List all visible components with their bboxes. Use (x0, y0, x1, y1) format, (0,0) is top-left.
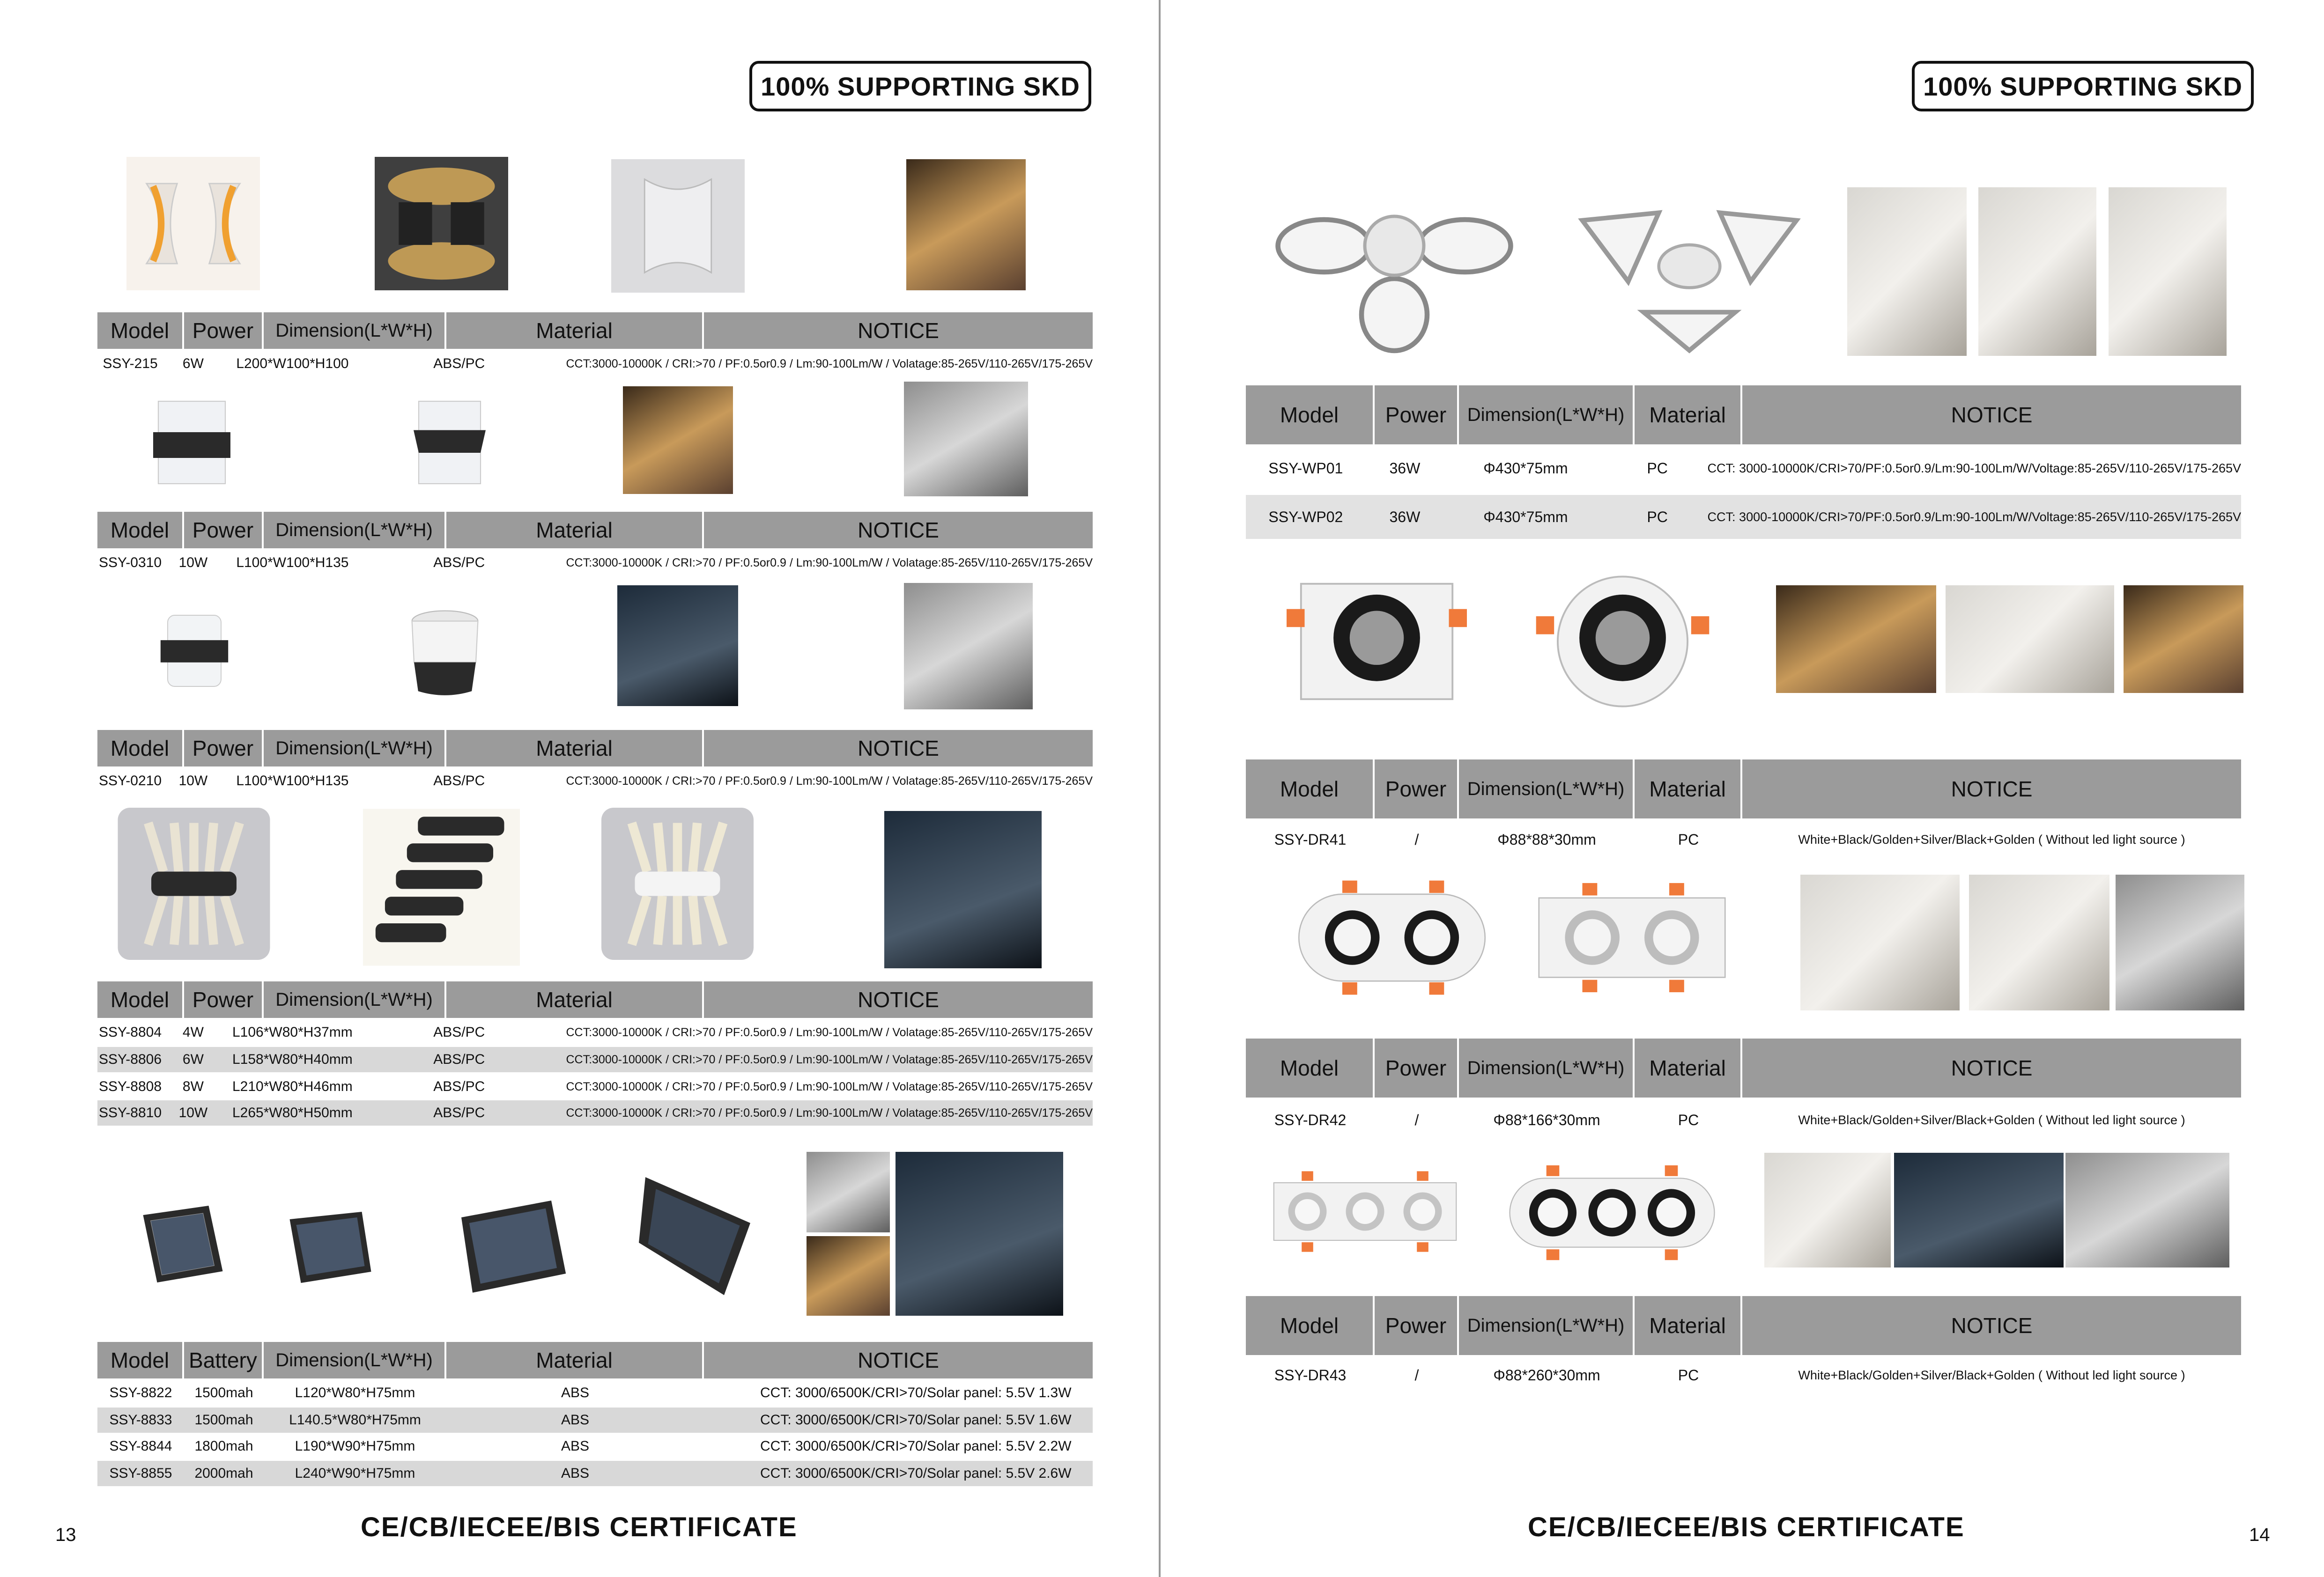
cell-dimension: Φ88*166*30mm (1493, 1111, 1600, 1128)
cell-power: 6W (182, 356, 204, 371)
installation-photo (1800, 875, 1960, 1010)
header-power: Power (1375, 1296, 1459, 1355)
cell-notice: CCT:3000-10000K / CRI:>70 / PF:0.5or0.9 / Lm:90-100Lm/W / Volatage:85-265V/110-265V/175-265V (566, 774, 1093, 788)
installation-photo (807, 1152, 890, 1232)
header-notice: NOTICE (858, 318, 939, 343)
cell-notice: White+Black/Golden+Silver/Black+Golden ( Without led light source ) (1798, 832, 2185, 847)
cell-power: 4W (182, 1024, 204, 1040)
cell-dimension: L100*W100*H135 (236, 773, 349, 788)
cell-notice: White+Black/Golden+Silver/Black+Golden ( Without led light source ) (1798, 1368, 2185, 1382)
header-power: Power (184, 312, 264, 349)
triple-downlight-frame-image (1266, 1164, 1465, 1260)
up-down-wall-lamp-stack-image (363, 808, 520, 967)
table-header (1246, 759, 2241, 818)
header-model: Model (1246, 385, 1375, 444)
header-model: Model (97, 312, 184, 349)
cell-power: 36W (1389, 459, 1421, 477)
cell-material: ABS (561, 1412, 590, 1428)
cell-power: / (1414, 1366, 1419, 1384)
cell-model: SSY-DR41 (1274, 831, 1347, 848)
installation-photo (1764, 1153, 1891, 1267)
cell-notice: CCT:3000-10000K / CRI:>70 / PF:0.5or0.9 / Lm:90-100Lm/W / Volatage:85-265V/110-265V/175-265V (566, 357, 1093, 370)
cell-material: ABS (561, 1385, 590, 1400)
wall-lamp-image (126, 157, 260, 290)
table-row (1246, 818, 2241, 862)
downlight-frame-image (1532, 569, 1713, 714)
table-header (1246, 1296, 2241, 1355)
table-row (1246, 446, 2241, 490)
cell-material: ABS/PC (433, 773, 485, 788)
cell-dimension: L265*W80*H50mm (232, 1105, 353, 1120)
installation-photo (2065, 1153, 2229, 1267)
up-down-wall-lamp-image (600, 808, 755, 960)
header-notice: NOTICE (858, 518, 939, 542)
table-row (1246, 495, 2241, 539)
cell-notice: CCT:3000-10000K / CRI:>70 / PF:0.5or0.9 / Lm:90-100Lm/W / Volatage:85-265V/110-265V/175-265V (566, 1080, 1093, 1093)
ceiling-lamp-image (1575, 197, 1804, 351)
cell-dimension: Φ430*75mm (1483, 508, 1568, 525)
installation-photo (623, 386, 733, 494)
header-dimension: Dimension(L*W*H) (264, 512, 446, 548)
cell-notice: CCT: 3000-10000K/CRI>70/PF:0.5or0.9/Lm:90-100Lm/W/Voltage:85-265V/110-265V/175-265V (1707, 461, 2242, 475)
cell-material: ABS/PC (433, 1079, 485, 1094)
cell-material: ABS/PC (433, 1105, 485, 1120)
cell-material: PC (1647, 459, 1668, 477)
cell-model: SSY-8804 (99, 1024, 162, 1040)
solar-wall-lamp-image (444, 1189, 580, 1302)
cell-dimension: Φ88*260*30mm (1493, 1366, 1600, 1384)
page-number: 14 (2249, 1525, 2270, 1545)
header-dimension: Dimension(L*W*H) (264, 730, 446, 766)
catalog-page-13 (0, 0, 1161, 1577)
header-notice: NOTICE (1951, 403, 2033, 427)
header-dimension: Dimension(L*W*H) (1459, 1296, 1635, 1355)
cell-material: PC (1678, 831, 1699, 848)
header-material: Material (446, 512, 704, 548)
installation-photo (1946, 585, 2114, 693)
triple-downlight-frame-image (1495, 1159, 1729, 1267)
cell-dimension: Φ88*88*30mm (1497, 831, 1596, 848)
cell-power: / (1414, 831, 1419, 848)
cell-power: 6W (182, 1052, 204, 1067)
header-model: Model (1246, 759, 1375, 818)
table-row (97, 1461, 1093, 1486)
header-notice: NOTICE (858, 736, 939, 760)
cell-power: 8W (182, 1079, 204, 1094)
cell-power: / (1414, 1111, 1419, 1128)
cell-dimension: L106*W80*H37mm (232, 1024, 353, 1040)
cell-model: SSY-8844 (109, 1438, 172, 1454)
cell-material: ABS/PC (433, 1052, 485, 1067)
cell-model: SSY-8822 (109, 1385, 172, 1400)
cell-notice: CCT: 3000/6500K/CRI>70/Solar panel: 5.5V 1.3W (760, 1385, 1072, 1400)
cube-wall-lamp-image (398, 389, 501, 496)
header-dimension: Dimension(L*W*H) (264, 312, 446, 349)
cell-battery: 1500mah (194, 1412, 253, 1428)
header-material: Material (1635, 1039, 1742, 1098)
double-downlight-frame-image (1532, 876, 1732, 1000)
header-material: Material (446, 312, 704, 349)
header-material: Material (1635, 1296, 1742, 1355)
cell-model: SSY-WP02 (1268, 508, 1343, 525)
ceiling-lamp-image (1270, 197, 1518, 361)
installation-photo (884, 811, 1042, 968)
cell-model: SSY-8855 (109, 1466, 172, 1481)
installation-photo (904, 583, 1033, 709)
cell-model: SSY-DR42 (1274, 1111, 1347, 1128)
table-header (1246, 385, 2241, 444)
certificate-footer: CE/CB/IECEE/BIS CERTIFICATE (1528, 1512, 1965, 1542)
solar-wall-lamp-image (632, 1166, 763, 1306)
installation-photo (807, 1236, 890, 1316)
table-row (97, 768, 1093, 794)
table-header (97, 1342, 1093, 1378)
header-notice: NOTICE (1951, 777, 2033, 801)
header-dimension: Dimension(L*W*H) (1459, 759, 1635, 818)
double-downlight-frame-image (1291, 876, 1493, 1000)
header-power: Power (1375, 385, 1459, 444)
header-power: Power (184, 512, 264, 548)
table-row (97, 1020, 1093, 1045)
header-model: Model (97, 981, 184, 1018)
page-number: 13 (55, 1525, 76, 1545)
wall-lamp-image (611, 159, 745, 293)
cell-material: ABS/PC (433, 555, 485, 570)
header-model: Model (97, 512, 184, 548)
header-material: Material (446, 730, 704, 766)
header-material: Material (1635, 385, 1742, 444)
cell-notice: CCT:3000-10000K / CRI:>70 / PF:0.5or0.9 / Lm:90-100Lm/W / Volatage:85-265V/110-265V/175-265V (566, 1106, 1093, 1120)
cylinder-wall-lamp-image (393, 595, 496, 709)
installation-photo (1969, 875, 2109, 1010)
header-dimension: Dimension(L*W*H) (1459, 1039, 1635, 1098)
table-row (97, 1100, 1093, 1126)
cell-dimension: L120*W80*H75mm (295, 1385, 415, 1400)
cell-material: PC (1647, 508, 1668, 525)
cell-dimension: Φ430*75mm (1483, 459, 1568, 477)
cell-dimension: L200*W100*H100 (236, 356, 349, 371)
table-row (97, 1408, 1093, 1433)
table-row (97, 351, 1093, 376)
installation-photo (904, 382, 1028, 496)
cell-power: 10W (178, 1105, 208, 1120)
table-header (97, 512, 1093, 548)
cell-notice: CCT:3000-10000K / CRI:>70 / PF:0.5or0.9 / Lm:90-100Lm/W / Volatage:85-265V/110-265V/175-265V (566, 1053, 1093, 1066)
header-model: Model (1246, 1039, 1375, 1098)
header-power: Power (1375, 1039, 1459, 1098)
header-dimension: Dimension(L*W*H) (1459, 385, 1635, 444)
installation-photo (1847, 187, 1967, 356)
certificate-footer: CE/CB/IECEE/BIS CERTIFICATE (361, 1512, 798, 1542)
table-header (97, 312, 1093, 349)
cell-dimension: L190*W90*H75mm (295, 1438, 415, 1454)
up-down-wall-lamp-image (116, 808, 272, 960)
installation-photo (2116, 875, 2244, 1010)
header-power: Power (184, 981, 264, 1018)
installation-photo (2109, 187, 2227, 356)
cell-model: SSY-8808 (99, 1079, 162, 1094)
header-notice: NOTICE (1951, 1313, 2033, 1338)
cell-battery: 1500mah (194, 1385, 253, 1400)
cell-notice: CCT:3000-10000K / CRI:>70 / PF:0.5or0.9 / Lm:90-100Lm/W / Volatage:85-265V/110-265V/175-265V (566, 556, 1093, 569)
solar-wall-lamp-image (276, 1199, 382, 1292)
cell-notice: CCT: 3000-10000K/CRI>70/PF:0.5or0.9/Lm:90-100Lm/W/Voltage:85-265V/110-265V/175-265V (1707, 509, 2242, 524)
cell-power: 10W (178, 773, 208, 788)
cell-notice: CCT: 3000/6500K/CRI>70/Solar panel: 5.5V 2.6W (760, 1466, 1072, 1481)
table-row (97, 1047, 1093, 1072)
header-notice: NOTICE (858, 1348, 939, 1372)
cell-model: SSY-WP01 (1268, 459, 1343, 477)
cell-dimension: L158*W80*H40mm (232, 1052, 353, 1067)
table-row (97, 550, 1093, 575)
downlight-frame-image (1287, 569, 1467, 714)
cell-power: 36W (1389, 508, 1421, 525)
cell-model: SSY-215 (103, 356, 158, 371)
cell-model: SSY-8833 (109, 1412, 172, 1428)
header-material: Material (446, 1342, 704, 1378)
header-model: Model (97, 730, 184, 766)
cell-material: ABS (561, 1438, 590, 1454)
cell-dimension: L240*W90*H75mm (295, 1466, 415, 1481)
cell-model: SSY-DR43 (1274, 1366, 1347, 1384)
cell-model: SSY-8810 (99, 1105, 162, 1120)
cell-dimension: L100*W100*H135 (236, 555, 349, 570)
header-model: Model (1246, 1296, 1375, 1355)
cell-model: SSY-0310 (99, 555, 162, 570)
cell-notice: White+Black/Golden+Silver/Black+Golden ( Without led light source ) (1798, 1113, 2185, 1127)
installation-photo (2124, 585, 2243, 693)
table-header (1246, 1039, 2241, 1098)
header-notice: NOTICE (1951, 1056, 2033, 1080)
header-dimension: Dimension(L*W*H) (264, 981, 446, 1018)
header-power: Power (184, 730, 264, 766)
header-material: Material (446, 981, 704, 1018)
solar-wall-lamp-image (130, 1196, 231, 1290)
table-row (1246, 1353, 2241, 1397)
installation-photo (617, 585, 738, 706)
cell-battery: 1800mah (194, 1438, 253, 1454)
installation-photo (906, 159, 1026, 290)
installation-photo (1776, 585, 1936, 693)
table-header (97, 730, 1093, 766)
catalog-page-14 (1162, 0, 2324, 1577)
supporting-skd-badge: 100% SUPPORTING SKD (1912, 61, 2254, 111)
header-material: Material (1635, 759, 1742, 818)
installation-photo (1978, 187, 2096, 356)
cell-power: 10W (178, 555, 208, 570)
header-notice: NOTICE (858, 987, 939, 1012)
table-row (97, 1380, 1093, 1406)
cube-wall-lamp-image (143, 389, 246, 496)
header-dimension: Dimension(L*W*H) (264, 1342, 446, 1378)
wall-lamp-image (375, 157, 508, 290)
cylinder-wall-lamp-image (150, 595, 239, 707)
cell-material: PC (1678, 1111, 1699, 1128)
cell-model: SSY-0210 (99, 773, 162, 788)
cell-notice: CCT: 3000/6500K/CRI>70/Solar panel: 5.5V 2.2W (760, 1438, 1072, 1454)
installation-photo (1894, 1153, 2064, 1267)
cell-battery: 2000mah (194, 1466, 253, 1481)
installation-photo (896, 1152, 1063, 1316)
header-battery: Battery (184, 1342, 264, 1378)
table-row (97, 1074, 1093, 1099)
cell-material: PC (1678, 1366, 1699, 1384)
cell-model: SSY-8806 (99, 1052, 162, 1067)
header-model: Model (97, 1342, 184, 1378)
table-header (97, 981, 1093, 1018)
cell-dimension: L140.5*W80*H75mm (289, 1412, 421, 1428)
table-row (1246, 1098, 2241, 1142)
table-row (97, 1434, 1093, 1459)
cell-material: ABS/PC (433, 1024, 485, 1040)
cell-dimension: L210*W80*H46mm (232, 1079, 353, 1094)
cell-notice: CCT:3000-10000K / CRI:>70 / PF:0.5or0.9 / Lm:90-100Lm/W / Volatage:85-265V/110-265V/175-265V (566, 1025, 1093, 1039)
supporting-skd-badge: 100% SUPPORTING SKD (749, 61, 1091, 111)
cell-material: ABS (561, 1466, 590, 1481)
header-power: Power (1375, 759, 1459, 818)
cell-notice: CCT: 3000/6500K/CRI>70/Solar panel: 5.5V 1.6W (760, 1412, 1072, 1428)
cell-material: ABS/PC (433, 356, 485, 371)
